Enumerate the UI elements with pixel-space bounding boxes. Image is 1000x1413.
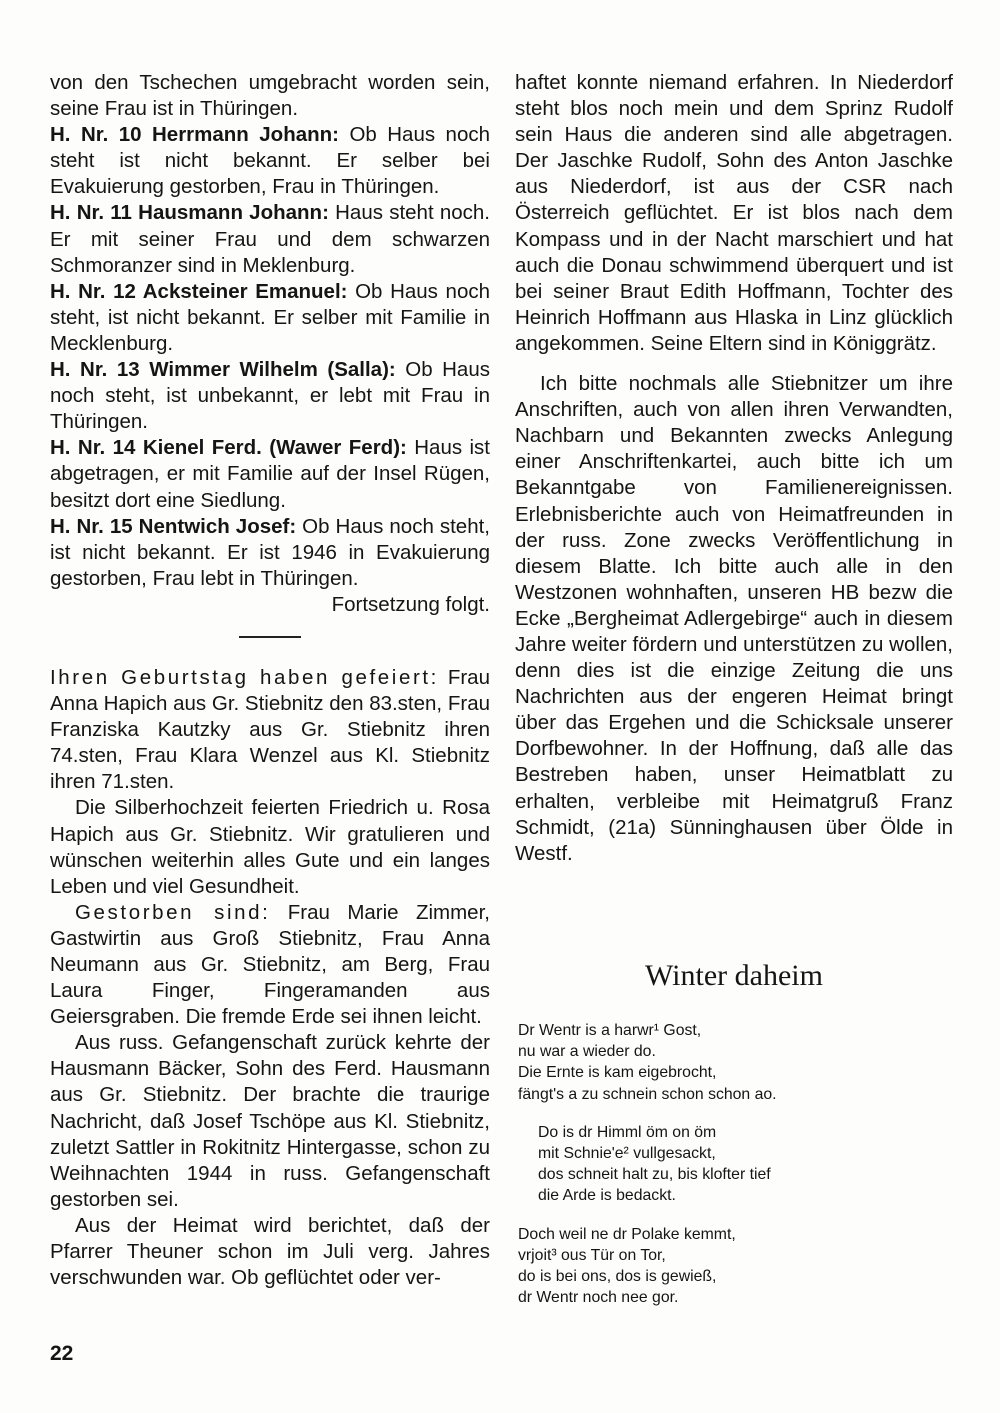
poem-line: Doch weil ne dr Polake kemmt, [518,1225,736,1243]
poem-line: Dr Wentr is a harwr¹ Gost, [518,1022,702,1039]
appeal-paragraph: Ich bitte nochmals alle Stiebnitzer um ihre Anschriften, auch von allen ihren Verwandten, Nachbarn und Bekannten zwecks Anlegung einer Anschriftenkartei, auch bitte ich um Bekanntgabe von Familienereignissen. Erlebnisberichte auch von Heimatfreunden in der russ. Zone zwecks Veröffentlichung in diesem Blatte. Ich bitte auch alle in den Westzonen wohnhaften, unseren HB bezw die Ecke „Bergheimat Adlergebirge“ auch in diesem Jahre weiter fördern und unterstützen zu wollen, denn dies ist die einzige Zeitung die uns Nachrichten aus der engeren Heimat bringt über das Ergehen und die Schicksale unserer Dorfbewohner. In der Hoffnung, daß alle das Bestreben haben, unser Heimatblatt zu erhalten, verbleibe mit Heimatgruß Franz Schmidt, (21a) Sünninghausen über Ölde in Westf. [515,372,953,865]
house-heading: H. Nr. 13 Wimmer Wilhelm (Salla): [50,358,396,382]
poem-line: dos schneit halt zu, bis klofter tief [538,1166,771,1184]
deaths-lead: Gestorben sind: [75,900,271,924]
deaths-text: Frau Marie Zimmer, Gastwirtin aus Groß Stiebnitz, Frau Anna Neumann aus Gr. Stiebnitz, am Berg, Frau Laura Finger, Fingeramanden aus Geiersgraben. Die fremde Erde sei ihnen leicht. [50,900,490,1029]
house-entry [50,122,490,200]
poem-line: Do is dr Himml öm on öm [538,1123,717,1141]
house-heading: H. Nr. 12 Acksteiner Emanuel: [50,279,348,303]
poem-line: vrjoit³ ous Tür on Tor, [518,1246,666,1264]
poem-line: do is bei ons, dos is gewieß, [518,1268,717,1286]
paragraph-gap [515,357,953,371]
house-heading: H. Nr. 14 Kienel Ferd. (Wawer Ferd): [50,436,407,460]
left-column [50,70,490,1291]
poem-line: die Arde is bedackt. [538,1187,676,1205]
house-entry [50,200,490,278]
poem-stanza [518,1020,948,1105]
house-heading: H. Nr. 10 Herrmann Johann: [50,123,339,147]
poem-line: dr Wentr noch nee gor. [518,1289,679,1307]
birthday-paragraph [50,665,490,795]
continuation-note: Fortsetzung folgt. [331,592,490,616]
house-entry [50,435,490,513]
poem [518,1020,948,1325]
house-text: Haus steht noch. Er mit seiner Frau und dem schwarzen Schmoranzer sind in Meklenburg. [50,201,490,277]
intro-paragraph: von den Tschechen umgebracht worden sein, seine Frau ist in Thüringen. [50,71,490,121]
continued-paragraph: haftet konnte niemand erfahren. In Niederdorf steht blos noch mein und dem Sprinz Rudolf sein Haus die anderen sind alle abgetragen. Der Jaschke Rudolf, Sohn des Anton Jaschke aus Niederdorf, ist aus der CSR nach Österreich geflüchtet. Er ist blos nach dem Kompass und in der Nacht marschiert und hat auch die Donau schwimmend überquert und ist bei seiner Braut Edith Hoffmann, Tochter des Heinrich Hoffmann aus Hlaska in Linz glücklich angekommen. Seine Eltern sind in Königgrätz. [515,71,953,355]
house-text: Haus ist abgetragen, er mit Familie auf der Insel Rügen, besitzt dort eine Siedlung. [50,436,490,512]
house-entry [50,279,490,357]
section-divider [239,636,301,638]
deaths-paragraph [50,900,490,1030]
birthday-text: Frau Anna Hapich aus Gr. Stiebnitz den 83.sten, Frau Franziska Kautzky aus Gr. Stiebnitz ihren 74.sten, Frau Klara Wenzel aus Kl. Stiebnitz ihren 71.sten. [50,665,490,794]
poem-stanza [518,1224,948,1309]
poem-stanza [518,1122,948,1207]
house-entry [50,357,490,435]
house-heading: H. Nr. 15 Nentwich Josef: [50,514,297,538]
house-text: Ob Haus noch steht, ist nicht bekannt. Er ist 1946 in Evakuierung gestorben, Frau lebt in Thüringen. [50,514,490,590]
right-column [515,70,953,867]
house-heading: H. Nr. 11 Hausmann Johann: [50,201,329,225]
birthday-lead: Ihren Geburtstag haben gefeiert: [50,665,439,689]
captivity-paragraph: Aus russ. Gefangenschaft zurück kehrte der Hausmann Bäcker, Sohn des Ferd. Hausmann aus Gr. Stiebnitz. Der brachte die traurige Nachricht, daß Josef Tschöpe aus Kl. Stiebnitz, zuletzt Sattler in Rokitnitz Hintergasse, schon zu Weihnachten 1944 in russ. Gefangenschaft gestorben sei. [50,1031,490,1211]
house-text: Ob Haus noch steht ist nicht bekannt. Er selber bei Evakuierung gestorben, Frau in Thüringen. [50,123,491,199]
poem-title: Winter daheim [645,959,823,992]
poem-line: mit Schnie'e² vullgesackt, [538,1145,716,1163]
silver-wedding-paragraph: Die Silberhochzeit feierten Friedrich u. Rosa Hapich aus Gr. Stiebnitz. Wir gratulieren und wünschen weiterhin alles Gute und ein langes Leben und viel Gesundheit. [50,796,490,898]
poem-line: nu war a wieder do. [518,1043,656,1061]
house-text: Ob Haus noch steht, ist nicht bekannt. Er selber mit Familie in Mecklenburg. [50,279,491,355]
house-text: Ob Haus noch steht, ist unbekannt, er lebt mit Frau in Thüringen. [50,358,490,434]
pastor-paragraph: Aus der Heimat wird berichtet, daß der Pfarrer Theuner schon im Juli verg. Jahres verschwunden war. Ob geflüchtet oder ver- [50,1213,490,1290]
house-entry [50,514,490,592]
poem-line: fängt's a zu schnein schon schon ao. [518,1085,777,1103]
poem-line: Die Ernte is kam eigebrocht, [518,1064,717,1082]
page-number: 22 [50,1342,74,1365]
